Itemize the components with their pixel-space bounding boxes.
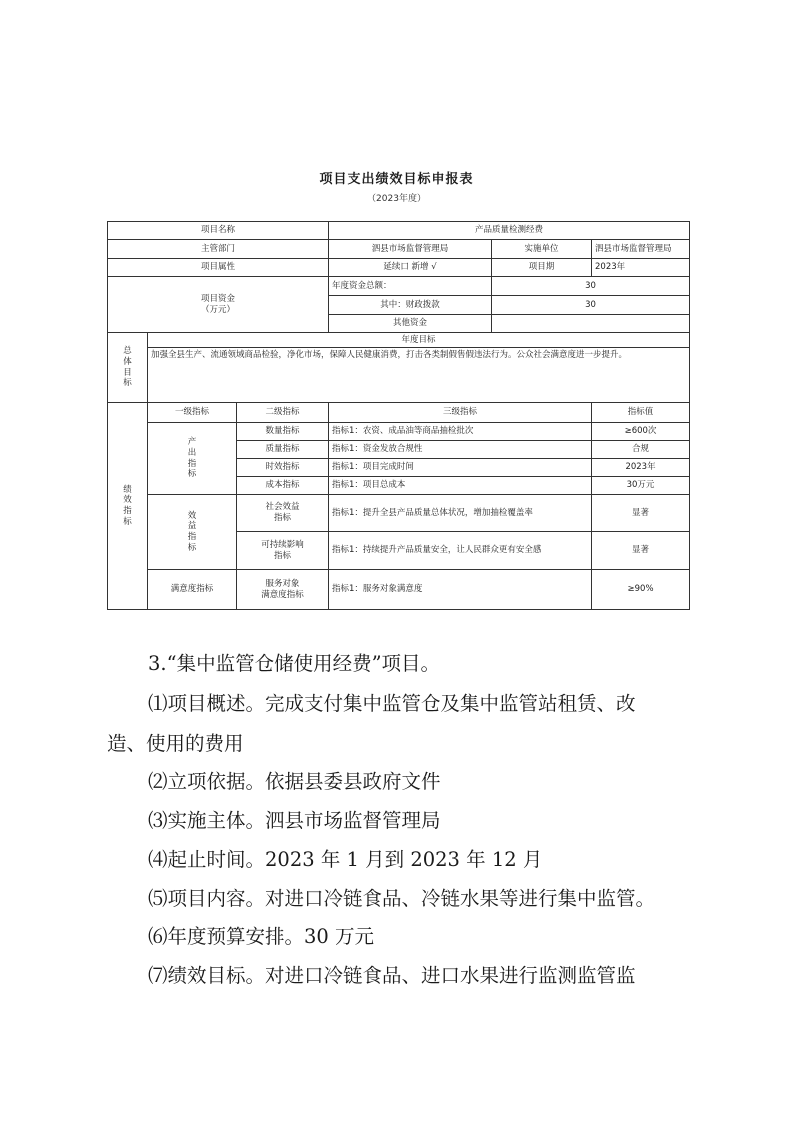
l3-cell: 指标1：项目完成时间 (329, 459, 592, 477)
annual-total-label: 年度资金总额： (329, 277, 492, 296)
table-row (108, 403, 690, 423)
l3-cell: 指标1：持续提升产品质量安全，让人民群众更有安全感 (329, 532, 592, 570)
value-cell: ≥90% (592, 570, 690, 610)
form-year: （2023年度） (367, 194, 426, 204)
paragraph: ⑴项目概述。完成支付集中监管仓及集中监管站租赁、改 (148, 692, 636, 715)
period-value: 2023年 (592, 259, 690, 277)
dept-label: 主管部门 (108, 240, 329, 259)
table-row (108, 570, 690, 610)
l3-cell: 指标1：资金发放合规性 (329, 441, 592, 459)
value-cell: 显著 (592, 532, 690, 570)
l2-cell: 时效指标 (237, 459, 329, 477)
paragraph: ⑸项目内容。对进口冷链食品、冷链水果等进行集中监管。 (148, 887, 656, 910)
paragraph: ⑵立项依据。依据县委县政府文件 (148, 770, 441, 793)
col-header-l1: 一级指标 (148, 403, 237, 423)
dept-value: 泗县市场监督管理局 (329, 240, 492, 259)
other-label: 其他资金 (329, 315, 492, 333)
funds-label: 项目资金 （万元） (108, 277, 329, 333)
value-cell: 2023年 (592, 459, 690, 477)
l2-cell: 成本指标 (237, 477, 329, 495)
fiscal-label: 其中：财政拨款 (329, 296, 492, 315)
effect-indicator-label: 效 益 指 标 (148, 495, 237, 570)
l2-cell: 社会效益 指标 (237, 495, 329, 532)
l3-cell: 指标1：服务对象满意度 (329, 570, 592, 610)
attr-label: 项目属性 (108, 259, 329, 277)
l2-cell: 数量指标 (237, 423, 329, 441)
table-row (108, 222, 690, 240)
performance-goal-table (107, 221, 690, 610)
value-cell: ≥600次 (592, 423, 690, 441)
l3-cell: 指标1：农资、成品油等商品抽检批次 (329, 423, 592, 441)
l3-cell: 指标1：提升全县产品质量总体状况，增加抽检覆盖率 (329, 495, 592, 532)
other-value (492, 315, 690, 333)
l2-cell: 服务对象 满意度指标 (237, 570, 329, 610)
col-header-value: 指标值 (592, 403, 690, 423)
project-name-value: 产品质量检测经费 (329, 222, 690, 240)
col-header-l3: 三级指标 (329, 403, 592, 423)
col-header-l2: 二级指标 (237, 403, 329, 423)
impl-unit-label: 实施单位 (492, 240, 592, 259)
l2-cell: 质量指标 (237, 441, 329, 459)
annual-goal-label: 年度目标 (148, 333, 690, 348)
paragraph: ⑺绩效目标。对进口冷链食品、进口水果进行监测监管监 (148, 964, 636, 987)
table-row (108, 333, 690, 348)
paragraph: ⑹年度预算安排。30 万元 (148, 925, 375, 948)
period-label: 项目期 (492, 259, 592, 277)
value-cell: 30万元 (592, 477, 690, 495)
table-row (108, 423, 690, 441)
table-row (108, 240, 690, 259)
impl-unit-value: 泗县市场监督管理局 (592, 240, 690, 259)
value-cell: 合规 (592, 441, 690, 459)
table-row (108, 495, 690, 532)
form-title: 项目支出绩效目标申报表 (319, 172, 474, 187)
l3-cell: 指标1：项目总成本 (329, 477, 592, 495)
l2-cell: 可持续影响 指标 (237, 532, 329, 570)
project-name-label: 项目名称 (108, 222, 329, 240)
table-row (108, 348, 690, 403)
annual-total-value: 30 (492, 277, 690, 296)
fiscal-value: 30 (492, 296, 690, 315)
paragraph: 造、使用的费用 (107, 732, 244, 755)
paragraph: ⑷起止时间。2023 年 1 月到 2023 年 12 月 (148, 848, 543, 871)
overall-goal-label: 总 体 目 标 (108, 333, 148, 403)
perf-indicator-label: 绩 效 指 标 (108, 403, 148, 610)
annual-goal-text: 加强全县生产、流通领域商品检验，净化市场，保障人民健康消费，打击各类制假售假违法行为。公众社会满意度进一步提升。 (148, 348, 690, 403)
attr-value: 延续口 新增 √ (329, 259, 492, 277)
table-row (108, 259, 690, 277)
paragraph: 3.“集中监管仓储使用经费”项目。 (148, 652, 441, 675)
value-cell: 显著 (592, 495, 690, 532)
table-row (108, 277, 690, 296)
satisfaction-indicator-label: 满意度指标 (148, 570, 237, 610)
output-indicator-label: 产 出 指 标 (148, 423, 237, 495)
paragraph: ⑶实施主体。泗县市场监督管理局 (148, 809, 441, 832)
